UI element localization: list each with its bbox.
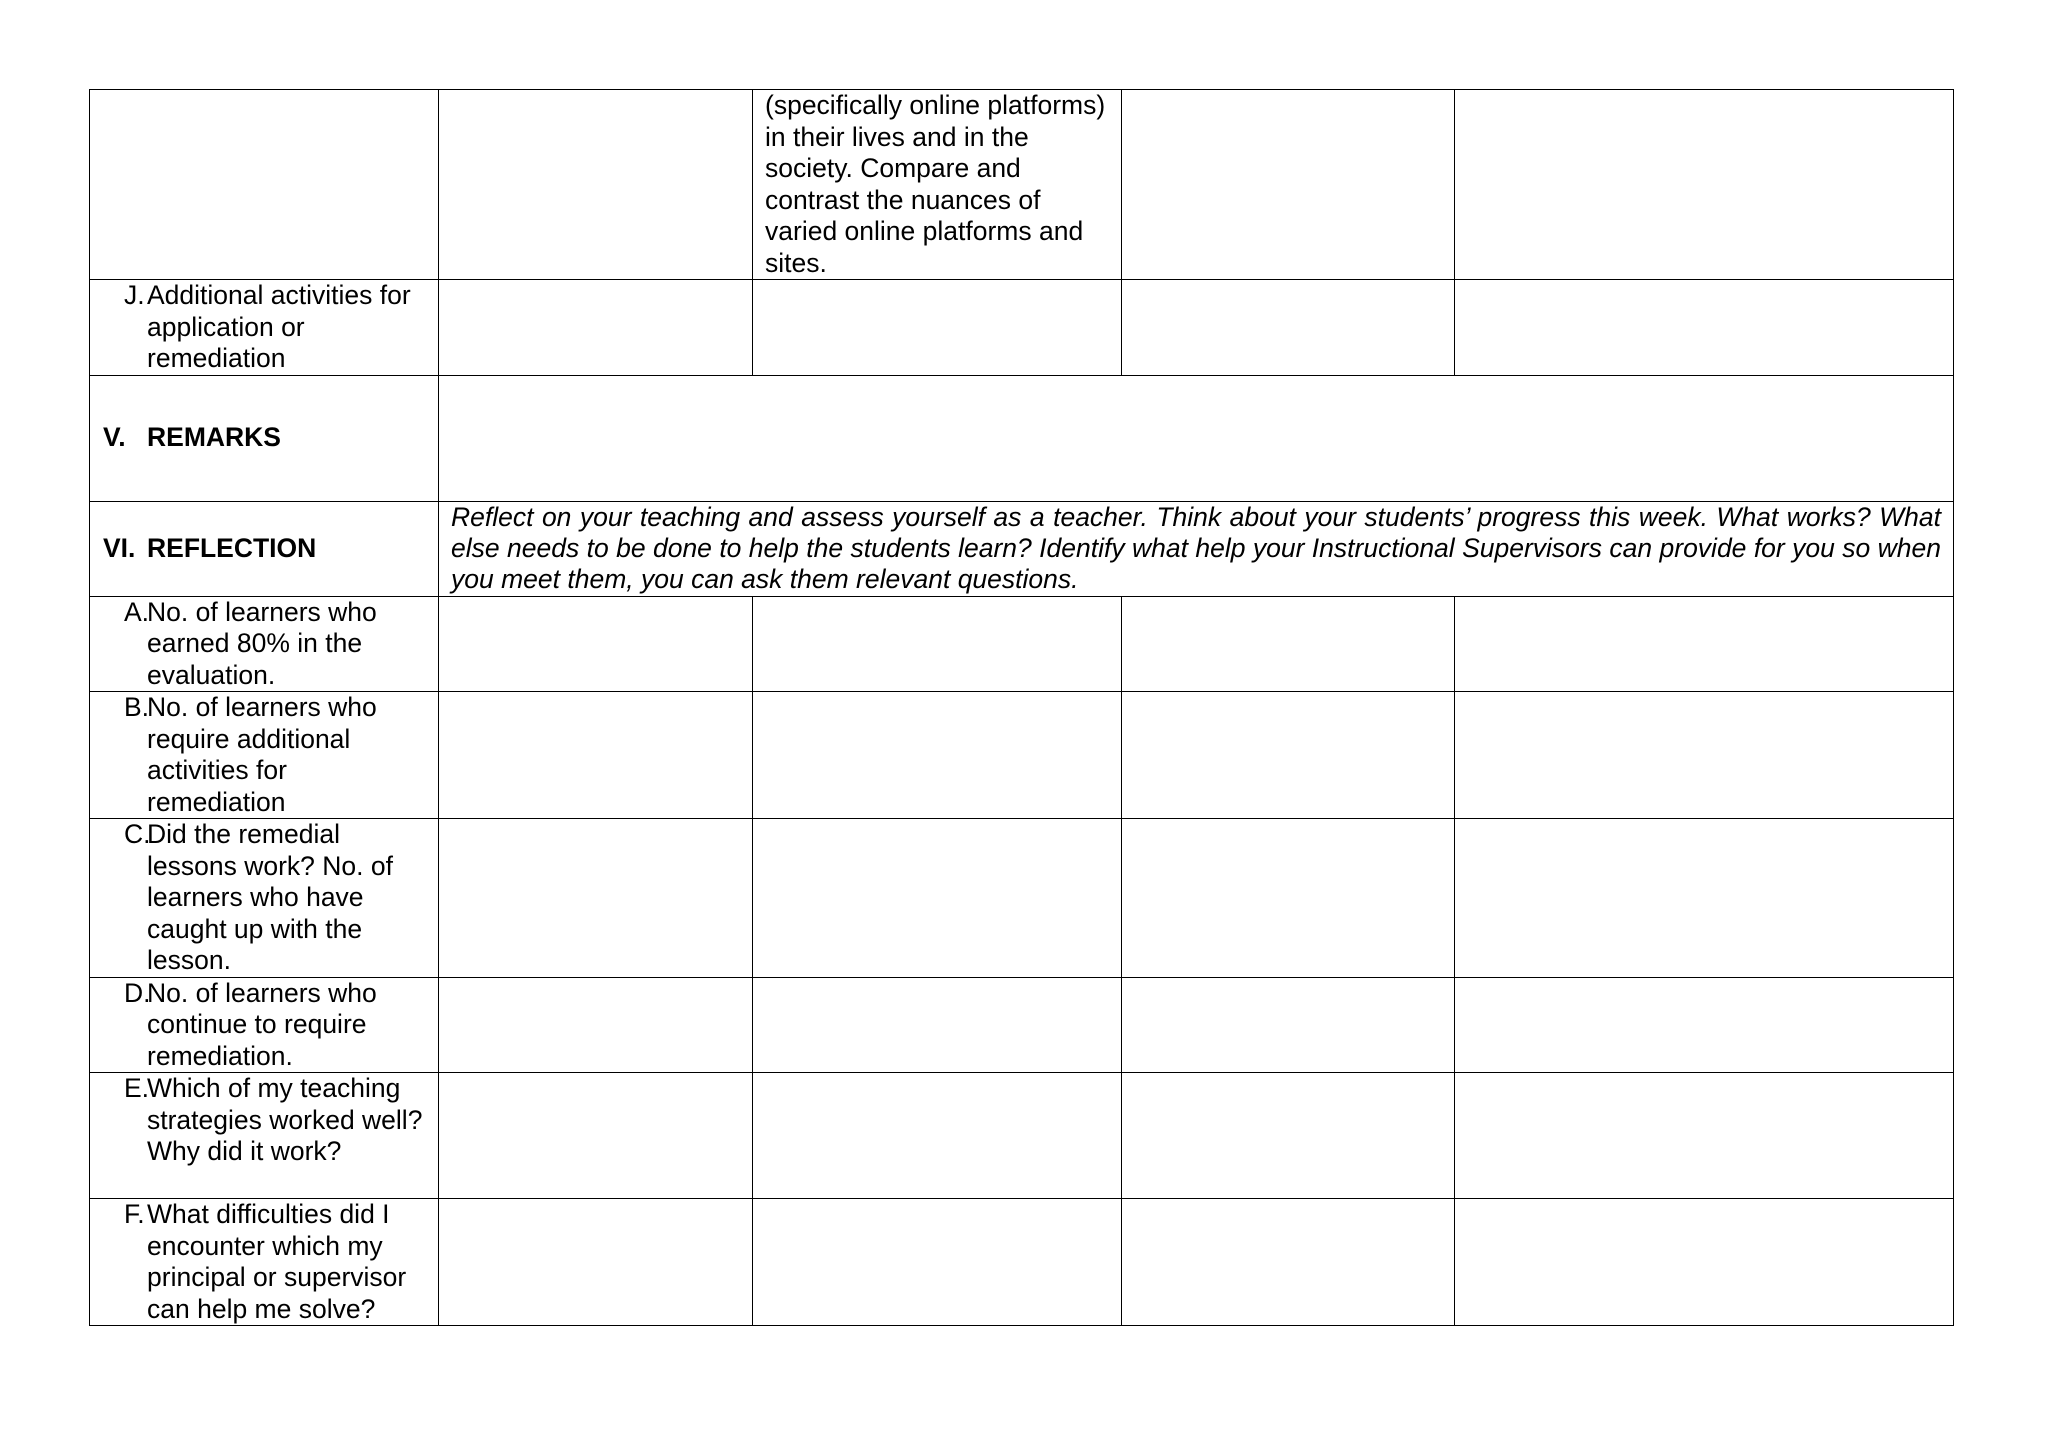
day-cell[interactable]: [753, 1073, 1122, 1199]
day-cell[interactable]: [1455, 596, 1954, 692]
item-label: What difficulties did I encounter which my principal or supervisor can help me solve?: [147, 1199, 407, 1324]
row-item-d: [90, 977, 1954, 1073]
day-cell[interactable]: [753, 819, 1122, 978]
section-title: REFLECTION: [147, 532, 317, 563]
day-cell[interactable]: [1122, 280, 1455, 376]
item-label: Which of my teaching strategies worked well? Why did it work?: [147, 1073, 423, 1166]
row-reflection: [90, 501, 1954, 596]
continuation-row: [90, 90, 1954, 280]
day-cell[interactable]: [439, 596, 753, 692]
row-item-c: [90, 819, 1954, 978]
section-title: REMARKS: [147, 422, 281, 453]
day-cell[interactable]: [439, 819, 753, 978]
row-item-e: [90, 1073, 1954, 1199]
item-letter: J.: [124, 280, 145, 310]
day-cell[interactable]: [753, 977, 1122, 1073]
day-cell[interactable]: [1455, 1199, 1954, 1326]
day-cell[interactable]: [753, 280, 1122, 376]
day-cell[interactable]: [1122, 977, 1455, 1073]
section-heading-remarks: [90, 375, 439, 501]
row-remarks: [90, 375, 1954, 501]
day-cell[interactable]: [753, 1199, 1122, 1326]
day-cell[interactable]: [753, 90, 1122, 280]
day-cell[interactable]: [1122, 1199, 1455, 1326]
item-letter: E.: [124, 1073, 150, 1103]
label-cell: [90, 1199, 439, 1326]
item-letter: B.: [124, 692, 150, 722]
day-cell[interactable]: [1455, 977, 1954, 1073]
label-cell: [90, 977, 439, 1073]
day-cell[interactable]: [1455, 692, 1954, 819]
item-label: No. of learners who continue to require remediation.: [147, 977, 377, 1071]
day-cell[interactable]: [1455, 280, 1954, 376]
item-letter: F.: [124, 1199, 145, 1229]
day-cell[interactable]: [753, 596, 1122, 692]
day-cell[interactable]: [1455, 819, 1954, 978]
item-label: Additional activities for application or remediation: [147, 280, 411, 373]
day-cell[interactable]: [1122, 692, 1455, 819]
day-cell[interactable]: [1122, 819, 1455, 978]
remarks-cell[interactable]: [439, 375, 1954, 501]
row-additional-activities: [90, 280, 1954, 376]
day-cell[interactable]: [439, 1199, 753, 1326]
day-cell[interactable]: [1122, 1073, 1455, 1199]
item-letter: D.: [124, 977, 151, 1008]
label-cell: [90, 90, 439, 280]
item-label: Did the remedial lessons work? No. of learners who have caught up with the lesson.: [147, 819, 393, 975]
day-cell[interactable]: [1122, 596, 1455, 692]
day-cell[interactable]: [1122, 90, 1455, 280]
item-letter: C.: [124, 819, 151, 849]
section-numeral: VI.: [103, 532, 136, 563]
item-letter: A.: [124, 596, 150, 627]
label-cell: [90, 596, 439, 692]
item-label: No. of learners who require additional activities for remediation: [147, 692, 377, 817]
day-cell[interactable]: [1455, 1073, 1954, 1199]
day-cell[interactable]: [439, 977, 753, 1073]
lesson-log-table: [89, 89, 1954, 1326]
day-cell[interactable]: [753, 692, 1122, 819]
day-cell[interactable]: [439, 280, 753, 376]
day-cell[interactable]: [439, 692, 753, 819]
label-cell: [90, 280, 439, 376]
section-heading-reflection: [90, 501, 439, 596]
section-numeral: V.: [103, 422, 126, 453]
label-cell: [90, 1073, 439, 1199]
day-cell[interactable]: [439, 90, 753, 280]
row-item-a: [90, 596, 1954, 692]
continuation-text: (specifically online platforms) in their lives and in the society. Compare and contrast the nuances of varied online platforms and sites.: [765, 90, 1106, 278]
row-item-b: [90, 692, 1954, 819]
row-item-f: [90, 1199, 1954, 1326]
reflection-instructions: Reflect on your teaching and assess yourself as a teacher. Think about your students’ progress this week. What works? What else needs to be done to help the students learn? Identify what help your Instructional Supervisors can provide for you so when you meet them, you can ask them relevant questions.: [439, 501, 1954, 596]
label-cell: [90, 692, 439, 819]
label-cell: [90, 819, 439, 978]
day-cell[interactable]: [439, 1073, 753, 1199]
day-cell[interactable]: [1455, 90, 1954, 280]
item-label: No. of learners who earned 80% in the evaluation.: [147, 596, 377, 690]
